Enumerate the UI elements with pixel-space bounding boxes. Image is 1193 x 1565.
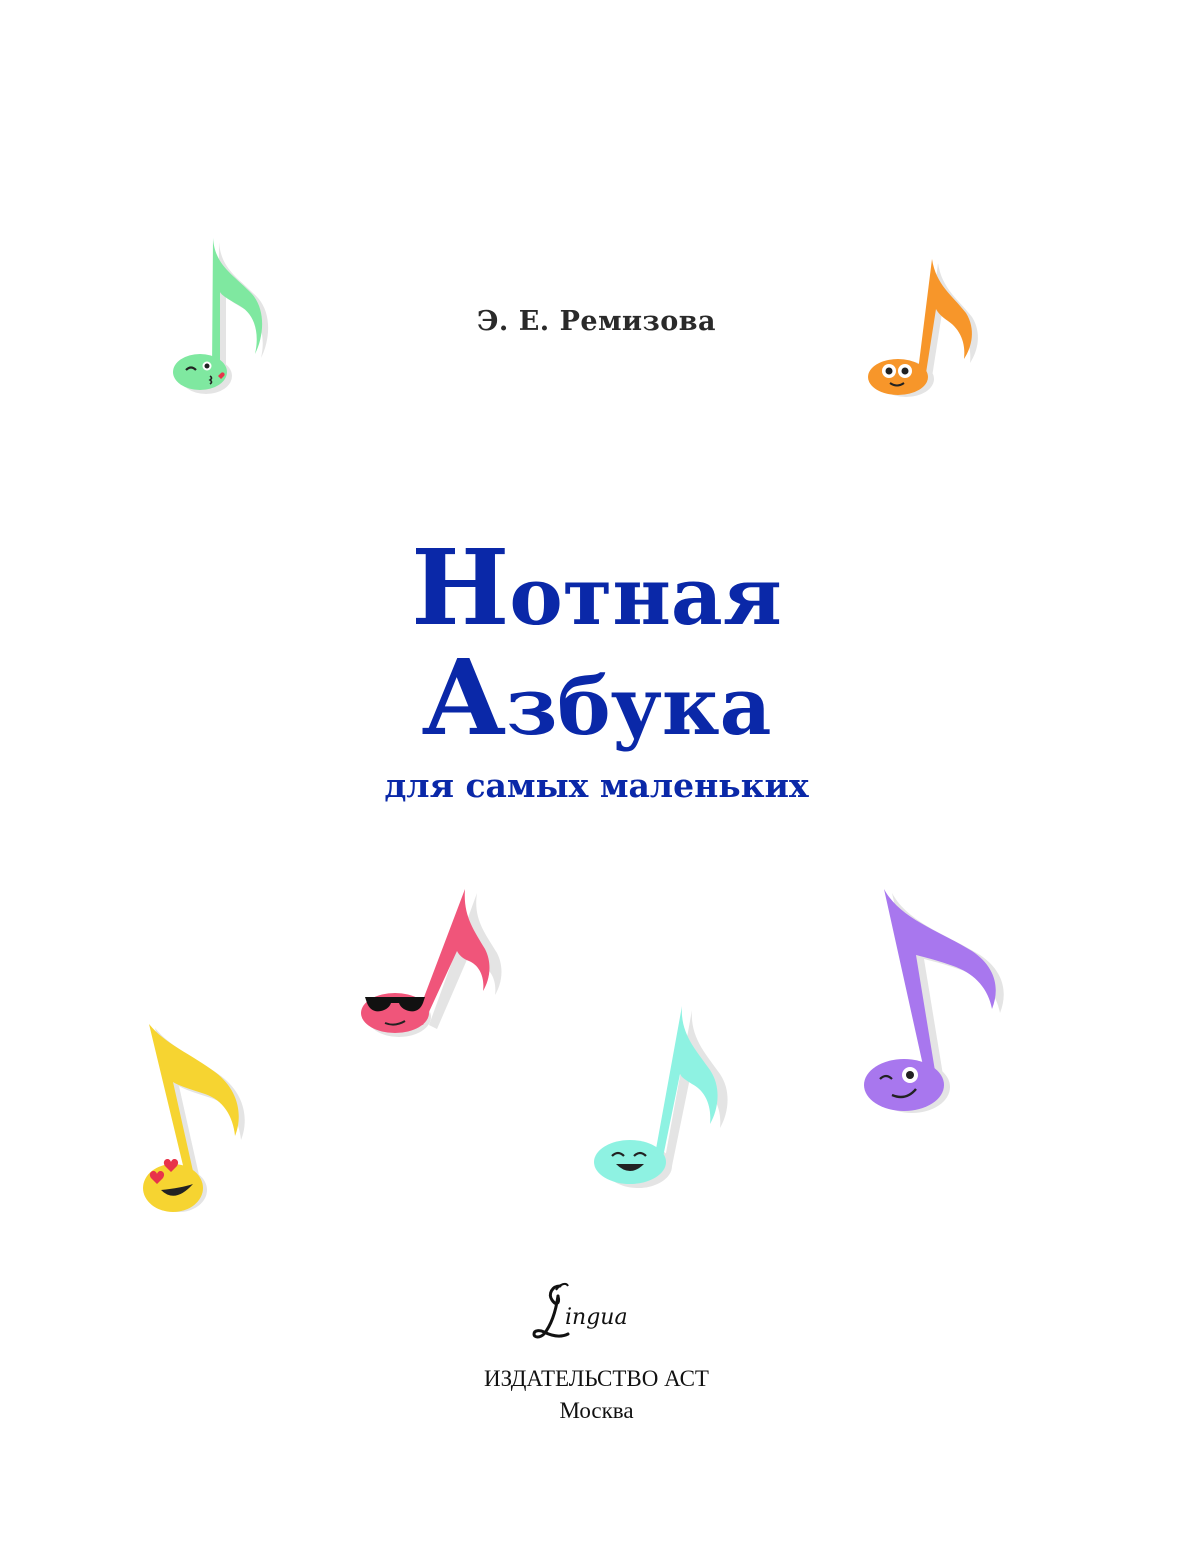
author-name: Э. Е. Ремизова	[476, 306, 717, 337]
book-title-line-2	[0, 636, 1193, 759]
note-cyan-smile-icon	[590, 1000, 750, 1195]
book-title-line-1	[0, 526, 1193, 649]
logo-text: ingua	[565, 1305, 628, 1330]
note-yellow-heart-eyes-icon	[135, 1020, 265, 1220]
title-rest-2: збука	[506, 659, 772, 753]
title-initial-2: А	[421, 636, 507, 759]
book-subtitle: для самых маленьких	[384, 766, 809, 805]
publisher-name: ИЗДАТЕЛЬСТВО АСТ	[484, 1366, 709, 1391]
publisher-city: Москва	[559, 1398, 634, 1423]
title-initial-1: Н	[411, 526, 510, 649]
note-purple-wink-icon	[860, 885, 1020, 1130]
title-rest-1: отная	[509, 549, 782, 643]
note-pink-sunglasses-icon	[355, 885, 515, 1045]
